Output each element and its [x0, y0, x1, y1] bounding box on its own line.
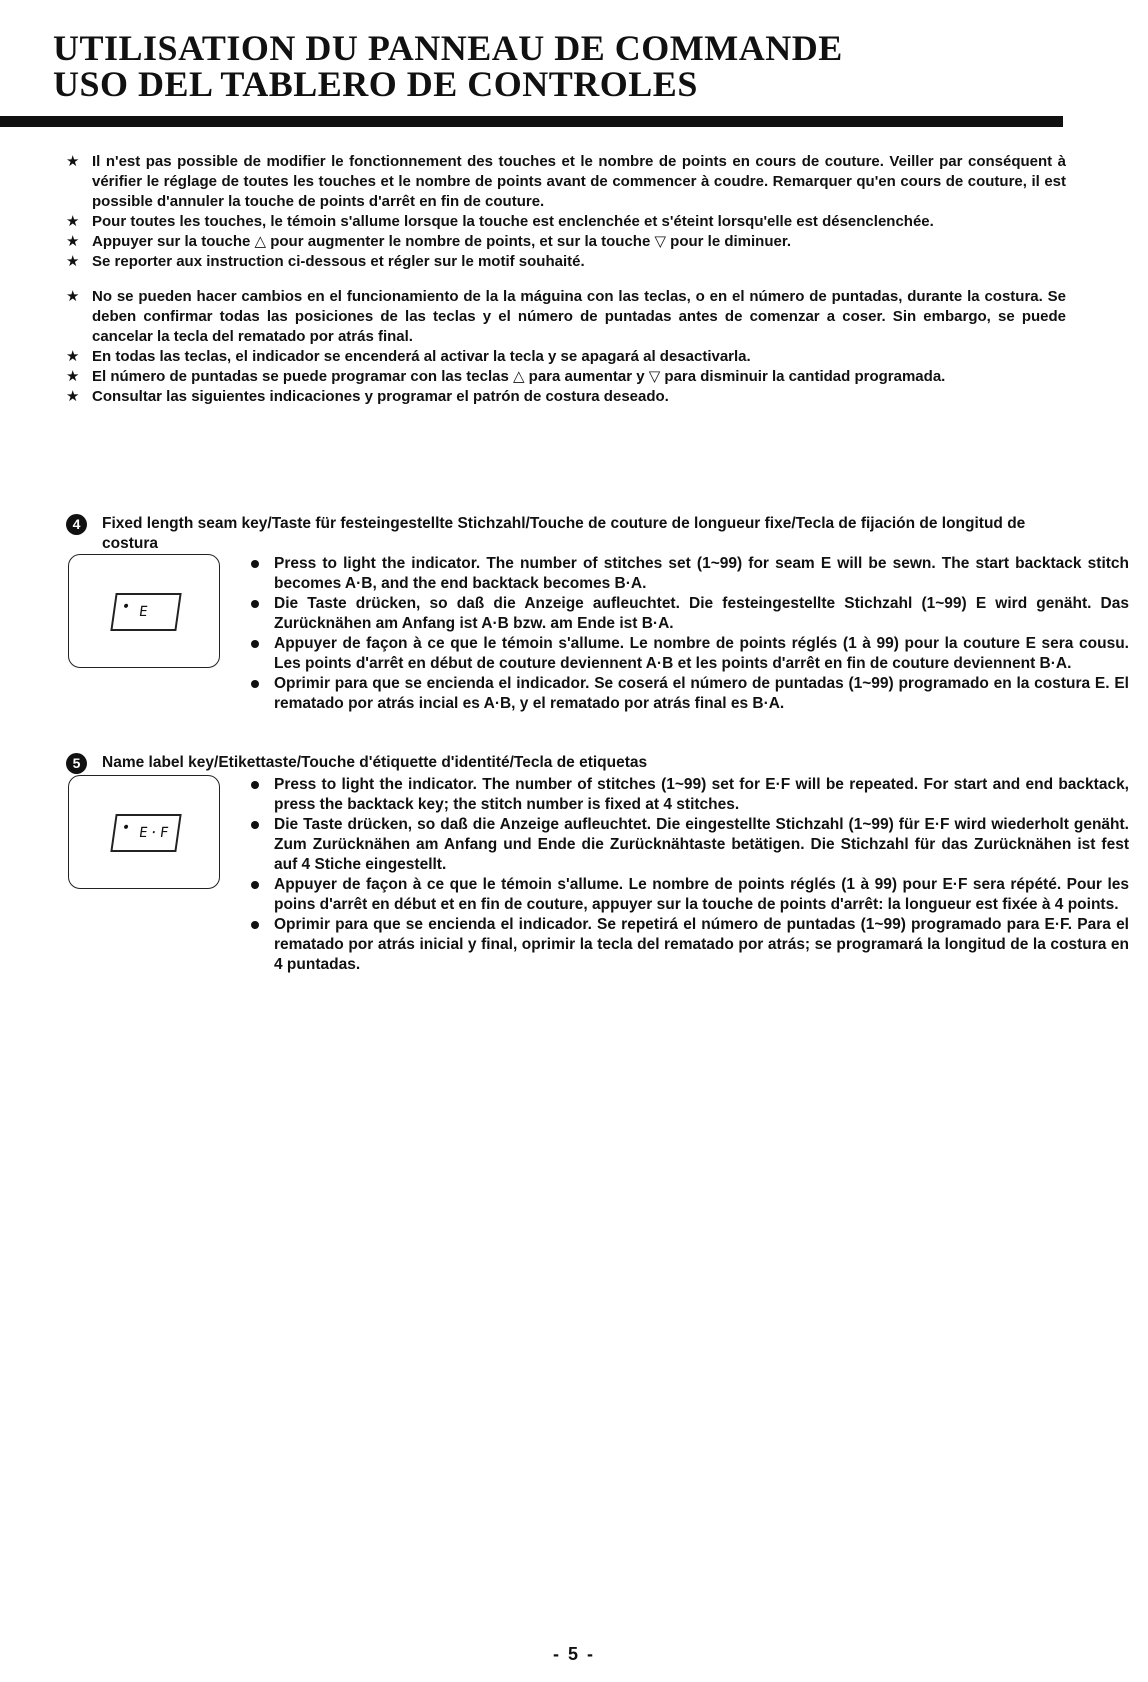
section-fixed-length-seam-key: [66, 514, 1129, 712]
list-item: [249, 875, 1129, 915]
page-title-fr: UTILISATION DU PANNEAU DE COMMANDE: [53, 28, 843, 68]
bullet-icon: [251, 781, 259, 789]
display-text: E: [137, 604, 151, 620]
list-item: [249, 915, 1129, 975]
section-name-label-key: [66, 753, 1129, 973]
list-item-text: Die Taste drücken, so daß die Anzeige aufleuchtet. Die eingestellte Stichzahl (1~99) für E·F wird wiederholt genäht. Zum Zurücknähen am Anfang und Ende die Zurücknähtaste betätigen. Die Stichzahl für das Zurücknähen ist fest auf 4 Stiche eingestellt.: [274, 816, 1129, 873]
section-number-badge: 5: [66, 753, 87, 774]
list-item-text: Die Taste drücken, so daß die Anzeige aufleuchtet. Die festeingestellte Stichzahl (1~99) E wird genäht. Das Zurücknähen am Anfang ist A·B bzw. am Ende ist B·A.: [274, 595, 1129, 632]
list-item: [249, 594, 1129, 634]
note-item: [66, 387, 1066, 407]
bullet-icon: [251, 881, 259, 889]
section-number-badge: 4: [66, 514, 87, 535]
bullet-icon: [251, 821, 259, 829]
star-icon: ★: [66, 288, 80, 305]
note-item: [66, 232, 1066, 252]
list-item: [249, 674, 1129, 714]
list-item-text: Appuyer de façon à ce que le témoin s'allume. Le nombre de points réglés (1 à 99) pour la couture E sera cousu. Les points d'arrêt en début de couture deviennent A·B et les points d'arrêt en fin de couture deviennent B·A.: [274, 635, 1129, 672]
notes-french: [66, 152, 1066, 272]
bullet-icon: [251, 600, 259, 608]
note-item: [66, 212, 1066, 232]
star-icon: ★: [66, 153, 80, 170]
bullet-icon: [251, 921, 259, 929]
star-icon: ★: [66, 348, 80, 365]
list-item-text: Oprimir para que se encienda el indicador. Se repetirá el número de puntadas (1~99) programado para E·F. Para el rematado por atrás inicial y final, oprimir la tecla del rematado por atrás; se programará la longitud de la costura en 4 puntadas.: [274, 916, 1129, 973]
star-icon: ★: [66, 213, 80, 230]
indicator-dot-icon: •: [120, 820, 132, 836]
note-text: Il n'est pas possible de modifier le fonctionnement des touches et le nombre de points en cours de couture. Veiller par conséquent à vérifier le réglage de toutes les touches et le nombre de points avant de commencer à coudre. Remarquer qu'en cours de couture, il est possible d'annuler la touche de points d'arrêt en fin de couture.: [92, 153, 1066, 210]
section-heading: [66, 753, 1066, 773]
key-panel-illustration: [68, 554, 220, 668]
star-icon: ★: [66, 368, 80, 385]
note-item: [66, 252, 1066, 272]
note-text: Appuyer sur la touche △ pour augmenter le nombre de points, et sur la touche ▽ pour le diminuer.: [92, 233, 792, 250]
list-item: [249, 815, 1129, 875]
bullet-icon: [251, 640, 259, 648]
list-item-text: Oprimir para que se encienda el indicador. Se coserá el número de puntadas (1~99) programado en la costura E. El rematado por atrás incial es A·B, y el rematado por atrás final es B·A.: [274, 675, 1129, 712]
key-panel-illustration: [68, 775, 220, 889]
title-block: [53, 30, 1073, 102]
instruction-list: [249, 775, 1129, 975]
list-item-text: Press to light the indicator. The number of stitches set (1~99) for seam E will be sewn. The start backtack stitch becomes A·B, and the end backtack becomes B·A.: [274, 555, 1129, 592]
note-text: Consultar las siguientes indicaciones y programar el patrón de costura deseado.: [92, 388, 669, 405]
list-item: [249, 775, 1129, 815]
list-item: [249, 554, 1129, 594]
page-title-es: USO DEL TABLERO DE CONTROLES: [53, 64, 698, 104]
bullet-icon: [251, 560, 259, 568]
section-heading-text: Name label key/Etikettaste/Touche d'étiquette d'identité/Tecla de etiquetas: [102, 754, 648, 771]
note-item: [66, 152, 1066, 212]
bullet-icon: [251, 680, 259, 688]
note-text: Pour toutes les touches, le témoin s'allume lorsque la touche est enclenchée et s'éteint lorsqu'elle est désenclenchée.: [92, 213, 934, 230]
star-icon: ★: [66, 253, 80, 270]
note-item: [66, 287, 1066, 347]
note-text: No se pueden hacer cambios en el funcionamiento de la la máguina con las teclas, o en el número de puntadas, durante la costura. Se deben confirmar todas las posiciones de las teclas y el número de puntadas antes de comenzar a coser. Sin embargo, se puede cancelar la tecla del rematado por atrás final.: [92, 288, 1066, 345]
section-heading-text: Fixed length seam key/Taste für festeingestellte Stichzahl/Touche de couture de longueur fixe/Tecla de fijación de longitud de costura: [102, 515, 1026, 552]
page-number: - 5 -: [552, 1644, 595, 1664]
note-text: El número de puntadas se puede programar con las teclas △ para aumentar y ▽ para disminuir la cantidad programada.: [92, 368, 946, 385]
instruction-list: [249, 554, 1129, 714]
note-text: En todas las teclas, el indicador se encenderá al activar la tecla y se apagará al desactivarla.: [92, 348, 751, 365]
key-display-illustration: [110, 593, 181, 631]
note-item: [66, 347, 1066, 367]
title-divider: [0, 116, 1063, 127]
indicator-dot-icon: •: [120, 599, 132, 615]
star-icon: ★: [66, 388, 80, 405]
star-icon: ★: [66, 233, 80, 250]
display-text: E·F: [137, 825, 172, 841]
note-item: [66, 367, 1066, 387]
list-item-text: Press to light the indicator. The number of stitches (1~99) set for E·F will be repeated. For start and end backtack, press the backtack key; the stitch number is fixed at 4 stitches.: [274, 776, 1129, 813]
section-heading: [66, 514, 1066, 554]
list-item-text: Appuyer de façon à ce que le témoin s'allume. Le nombre de points réglés (1 à 99) pour E·F sera répété. Pour les poins d'arrêt en début et en fin de couture, appuyer sur la touche de points d'arrêt: la longueur est fixée à 4 points.: [274, 876, 1129, 913]
notes-spanish: [66, 287, 1066, 407]
note-text: Se reporter aux instruction ci-dessous et régler sur le motif souhaité.: [92, 253, 585, 270]
key-display-illustration: [110, 814, 181, 852]
list-item: [249, 634, 1129, 674]
